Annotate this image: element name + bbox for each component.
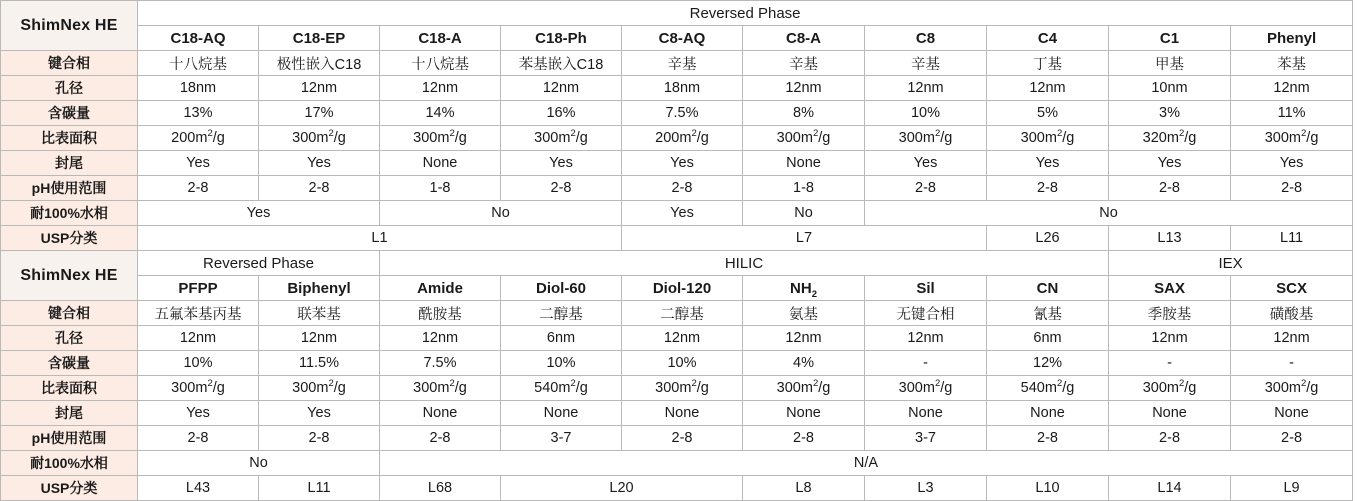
table-cell: None <box>743 151 865 176</box>
table-cell: L20 <box>501 476 743 501</box>
table-cell: 10% <box>622 351 743 376</box>
table-cell: $300m^2/g$ <box>1231 126 1353 151</box>
table-cell: 2-8 <box>138 426 259 451</box>
row-label: 比表面积 <box>1 376 138 401</box>
table-cell: 二醇基 <box>501 301 622 326</box>
table-cell: Yes <box>138 401 259 426</box>
table-cell: $300m^2/g$ <box>380 376 501 401</box>
table-cell: 甲基 <box>1109 51 1231 76</box>
column-header: C1 <box>1109 26 1231 51</box>
table-cell: 10% <box>138 351 259 376</box>
table-cell: $300m^2/g$ <box>501 126 622 151</box>
table-cell: Yes <box>1109 151 1231 176</box>
column-header: Biphenyl <box>259 276 380 301</box>
table-row <box>1 426 1353 451</box>
table-cell: $320m^2/g$ <box>1109 126 1231 151</box>
table-cell: 极性嵌入C18 <box>259 51 380 76</box>
table-row <box>1 451 1353 476</box>
column-header: C18-A <box>380 26 501 51</box>
table-cell: 12nm <box>865 76 987 101</box>
table-row <box>1 476 1353 501</box>
table-cell: - <box>865 351 987 376</box>
table-row <box>1 126 1353 151</box>
brand-cell: ShimNex HE <box>1 1 138 51</box>
column-header: PFPP <box>138 276 259 301</box>
table-cell: No <box>743 201 865 226</box>
row-label: 孔径 <box>1 76 138 101</box>
table-row <box>1 351 1353 376</box>
table-cell: Yes <box>501 151 622 176</box>
column-header: C4 <box>987 26 1109 51</box>
table-cell: 联苯基 <box>259 301 380 326</box>
column-header: C18-Ph <box>501 26 622 51</box>
table-cell: 12nm <box>259 326 380 351</box>
table-cell: Yes <box>1231 151 1353 176</box>
table-cell: 12nm <box>1109 326 1231 351</box>
table-cell: None <box>380 151 501 176</box>
table-cell: 1-8 <box>743 176 865 201</box>
table-cell: $300m^2/g$ <box>622 376 743 401</box>
table-cell: 10nm <box>1109 76 1231 101</box>
table-cell: 4% <box>743 351 865 376</box>
table-cell: Yes <box>622 151 743 176</box>
table-cell: 2-8 <box>259 176 380 201</box>
column-header: CN <box>987 276 1109 301</box>
table-cell: 2-8 <box>622 176 743 201</box>
column-header: C18-EP <box>259 26 380 51</box>
row-label: pH使用范围 <box>1 176 138 201</box>
table-cell: 1-8 <box>380 176 501 201</box>
table-cell: 苯基嵌入C18 <box>501 51 622 76</box>
table-cell: $300m^2/g$ <box>259 376 380 401</box>
table-cell: 18nm <box>622 76 743 101</box>
table-cell: 2-8 <box>1109 426 1231 451</box>
group-header: HILIC <box>380 251 1109 276</box>
table-cell: 2-8 <box>1109 176 1231 201</box>
group-header: Reversed Phase <box>138 251 380 276</box>
column-header: C8-AQ <box>622 26 743 51</box>
group-header: Reversed Phase <box>138 1 1353 26</box>
table-cell: None <box>865 401 987 426</box>
table-cell: 17% <box>259 101 380 126</box>
table-cell: L10 <box>987 476 1109 501</box>
table-cell: 14% <box>380 101 501 126</box>
table-cell: No <box>865 201 1353 226</box>
table-cell: L68 <box>380 476 501 501</box>
table-cell: 12nm <box>259 76 380 101</box>
table-cell: 2-8 <box>380 426 501 451</box>
column-header-row <box>1 26 1353 51</box>
table-cell: 6nm <box>501 326 622 351</box>
table-cell: $300m^2/g$ <box>743 126 865 151</box>
column-header: C8-A <box>743 26 865 51</box>
table-cell: 酰胺基 <box>380 301 501 326</box>
table-cell: 12nm <box>380 326 501 351</box>
table-row <box>1 326 1353 351</box>
table-cell: 12nm <box>622 326 743 351</box>
row-label: 键合相 <box>1 51 138 76</box>
table-cell: L11 <box>1231 226 1353 251</box>
table-cell: $540m^2/g$ <box>501 376 622 401</box>
table-cell: 2-8 <box>138 176 259 201</box>
table-cell: $300m^2/g$ <box>987 126 1109 151</box>
table-cell: 磺酸基 <box>1231 301 1353 326</box>
row-label: USP分类 <box>1 226 138 251</box>
table-cell: 2-8 <box>1231 426 1353 451</box>
table-cell: 丁基 <box>987 51 1109 76</box>
table-cell: Yes <box>259 151 380 176</box>
table-cell: Yes <box>138 201 380 226</box>
table-cell: 12nm <box>743 326 865 351</box>
table-cell: 12nm <box>1231 326 1353 351</box>
column-header-row <box>1 276 1353 301</box>
table-cell: $300m^2/g$ <box>743 376 865 401</box>
row-label: pH使用范围 <box>1 426 138 451</box>
table-cell: L9 <box>1231 476 1353 501</box>
table-row <box>1 226 1353 251</box>
table-cell: Yes <box>138 151 259 176</box>
table-row <box>1 401 1353 426</box>
column-header: C8 <box>865 26 987 51</box>
table-cell: 12nm <box>743 76 865 101</box>
column-header: Diol-60 <box>501 276 622 301</box>
table-cell: $540m^2/g$ <box>987 376 1109 401</box>
table-cell: 10% <box>865 101 987 126</box>
row-label: 比表面积 <box>1 126 138 151</box>
table-cell: 11.5% <box>259 351 380 376</box>
table-cell: $300m^2/g$ <box>1109 376 1231 401</box>
table-cell: 3-7 <box>865 426 987 451</box>
table-cell: $300m^2/g$ <box>1231 376 1353 401</box>
table-cell: 12nm <box>987 76 1109 101</box>
table-cell: 辛基 <box>865 51 987 76</box>
table-cell: 2-8 <box>743 426 865 451</box>
row-label: 孔径 <box>1 326 138 351</box>
row-label: USP分类 <box>1 476 138 501</box>
table-cell: 12nm <box>501 76 622 101</box>
table-cell: 十八烷基 <box>380 51 501 76</box>
table-cell: $300m^2/g$ <box>865 126 987 151</box>
column-header: Amide <box>380 276 501 301</box>
table-cell: Yes <box>622 201 743 226</box>
table-cell: None <box>380 401 501 426</box>
table-cell: 2-8 <box>865 176 987 201</box>
row-label: 耐100%水相 <box>1 451 138 476</box>
table-cell: 6nm <box>987 326 1109 351</box>
group-header: IEX <box>1109 251 1353 276</box>
table-cell: No <box>138 451 380 476</box>
table-cell: None <box>987 401 1109 426</box>
table-row <box>1 201 1353 226</box>
table-cell: Yes <box>259 401 380 426</box>
table-row <box>1 76 1353 101</box>
table-cell: None <box>501 401 622 426</box>
column-header: SCX <box>1231 276 1353 301</box>
table-cell: None <box>743 401 865 426</box>
table-cell: Yes <box>987 151 1109 176</box>
table-cell: 8% <box>743 101 865 126</box>
hilic-iex-table <box>0 250 1353 501</box>
table-cell: 五氟苯基丙基 <box>138 301 259 326</box>
table-cell: L7 <box>622 226 987 251</box>
table-row <box>1 301 1353 326</box>
table-cell: 2-8 <box>987 176 1109 201</box>
table-cell: 2-8 <box>259 426 380 451</box>
table-cell: 辛基 <box>743 51 865 76</box>
table-cell: $200m^2/g$ <box>138 126 259 151</box>
table-cell: 12nm <box>865 326 987 351</box>
table-cell: L1 <box>138 226 622 251</box>
table-cell: 18nm <box>138 76 259 101</box>
table-cell: 季胺基 <box>1109 301 1231 326</box>
table-cell: L3 <box>865 476 987 501</box>
table-cell: No <box>380 201 622 226</box>
table-cell: 12nm <box>1231 76 1353 101</box>
table-cell: 2-8 <box>622 426 743 451</box>
table-cell: 10% <box>501 351 622 376</box>
table-row <box>1 101 1353 126</box>
column-header: Sil <box>865 276 987 301</box>
table-cell: 16% <box>501 101 622 126</box>
table-cell: 12% <box>987 351 1109 376</box>
table-cell: 2-8 <box>501 176 622 201</box>
table-cell: 氨基 <box>743 301 865 326</box>
table-cell: $200m^2/g$ <box>622 126 743 151</box>
table-cell: 2-8 <box>1231 176 1353 201</box>
column-header: Diol-120 <box>622 276 743 301</box>
table-cell: L11 <box>259 476 380 501</box>
table-cell: 7.5% <box>622 101 743 126</box>
table-row <box>1 151 1353 176</box>
table-cell: 苯基 <box>1231 51 1353 76</box>
table-cell: L26 <box>987 226 1109 251</box>
table-cell: None <box>1231 401 1353 426</box>
table-cell: 二醇基 <box>622 301 743 326</box>
table-cell: 3% <box>1109 101 1231 126</box>
table-cell: $300m^2/g$ <box>138 376 259 401</box>
table-cell: N/A <box>380 451 1353 476</box>
row-label: 封尾 <box>1 401 138 426</box>
brand-cell: ShimNex HE <box>1 251 138 301</box>
table-cell: $300m^2/g$ <box>259 126 380 151</box>
table-cell: $300m^2/g$ <box>380 126 501 151</box>
table-row <box>1 51 1353 76</box>
table-cell: L14 <box>1109 476 1231 501</box>
row-label: 含碳量 <box>1 351 138 376</box>
column-header: Phenyl <box>1231 26 1353 51</box>
table-cell: 氰基 <box>987 301 1109 326</box>
table-cell: 5% <box>987 101 1109 126</box>
table-cell: 无键合相 <box>865 301 987 326</box>
column-header: $NH_2$ <box>743 276 865 301</box>
table-cell: None <box>1109 401 1231 426</box>
column-header: C18-AQ <box>138 26 259 51</box>
row-label: 含碳量 <box>1 101 138 126</box>
table-cell: 12nm <box>380 76 501 101</box>
group-header-row <box>1 251 1353 276</box>
table-cell: 13% <box>138 101 259 126</box>
table-cell: L13 <box>1109 226 1231 251</box>
row-label: 封尾 <box>1 151 138 176</box>
table-cell: L43 <box>138 476 259 501</box>
row-label: 键合相 <box>1 301 138 326</box>
table-cell: L8 <box>743 476 865 501</box>
table-row <box>1 376 1353 401</box>
table-cell: - <box>1109 351 1231 376</box>
group-header-row <box>1 1 1353 26</box>
table-cell: 11% <box>1231 101 1353 126</box>
table-cell: - <box>1231 351 1353 376</box>
table-row <box>1 176 1353 201</box>
column-header: SAX <box>1109 276 1231 301</box>
table-cell: Yes <box>865 151 987 176</box>
table-cell: 十八烷基 <box>138 51 259 76</box>
table-cell: 12nm <box>138 326 259 351</box>
table-cell: 辛基 <box>622 51 743 76</box>
table-cell: None <box>622 401 743 426</box>
table-cell: $300m^2/g$ <box>865 376 987 401</box>
table-cell: 3-7 <box>501 426 622 451</box>
table-cell: 7.5% <box>380 351 501 376</box>
table-cell: 2-8 <box>987 426 1109 451</box>
reversed-phase-table <box>0 0 1353 251</box>
row-label: 耐100%水相 <box>1 201 138 226</box>
